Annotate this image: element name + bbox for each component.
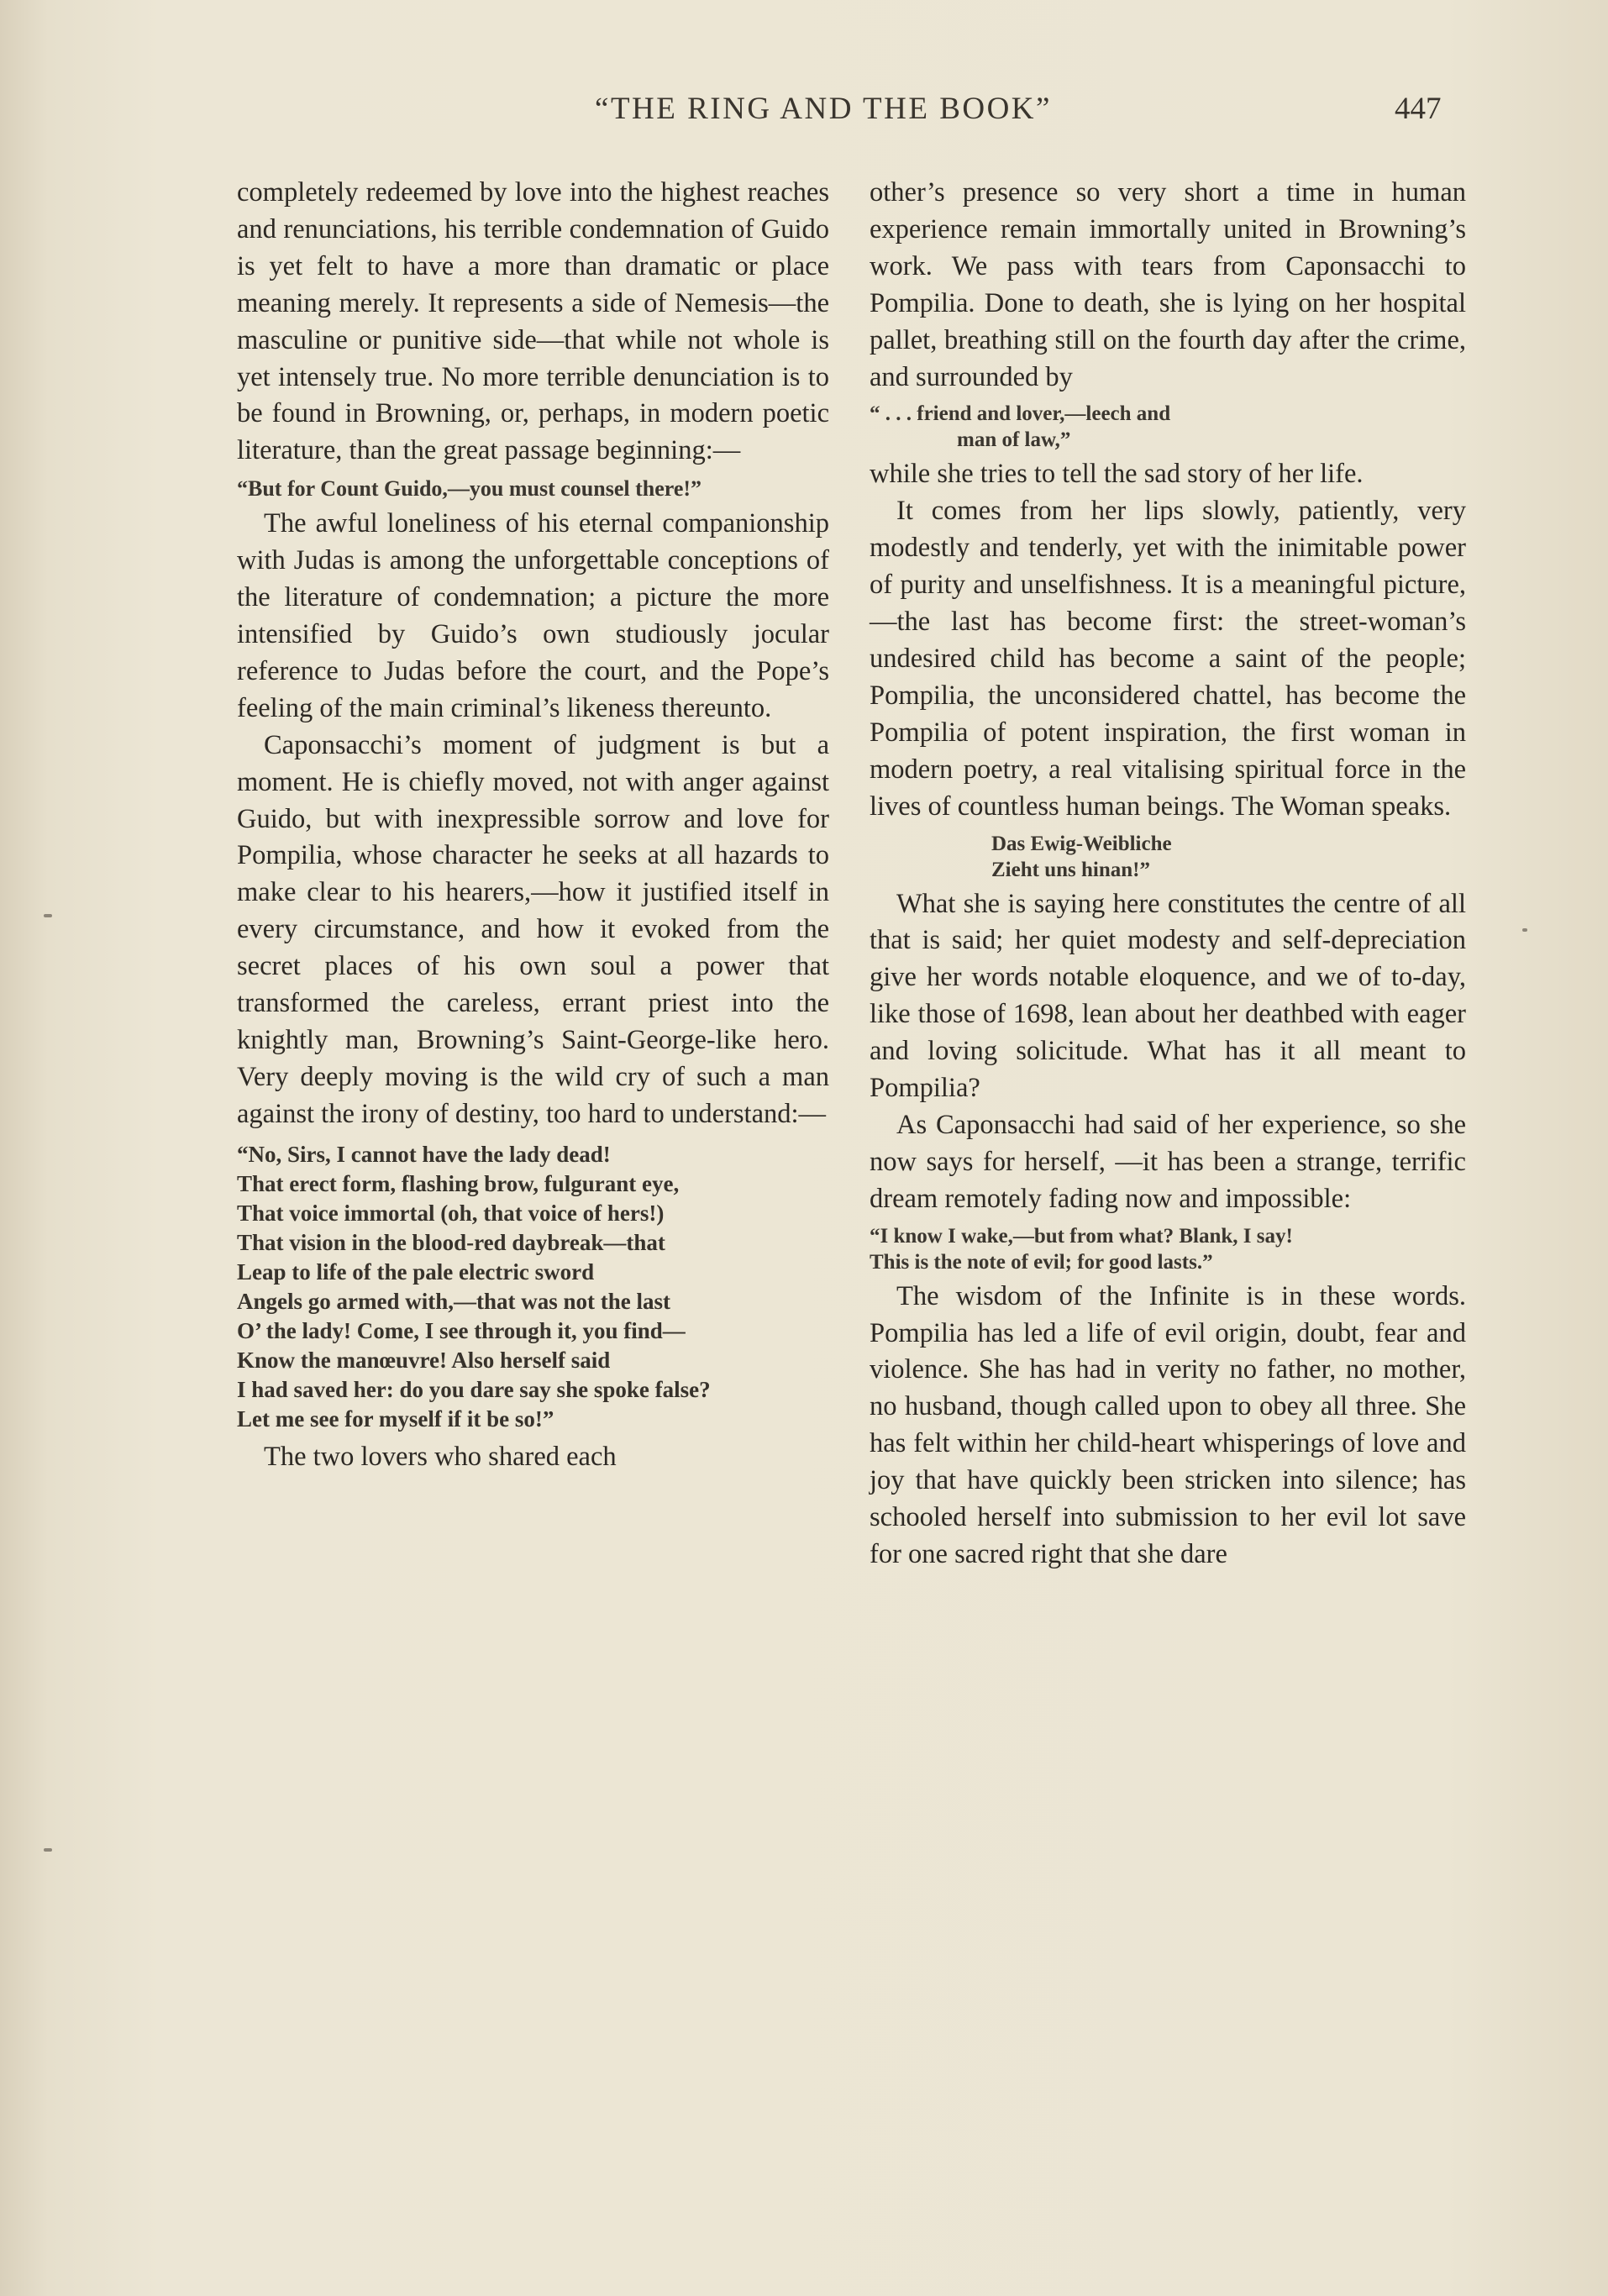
verse-line: Know the manœuvre! Also herself said (237, 1347, 611, 1373)
quote-line: Zieht uns hinan!” (991, 858, 1150, 881)
quote-line: “I know I wake,—but from what? Blank, I say! (870, 1224, 1293, 1248)
verse-line: Leap to life of the pale electric sword (237, 1258, 595, 1285)
quote-line: This is the note of evil; for good lasts.” (870, 1250, 1213, 1274)
quote-line: “ . . . friend and lover,—leech and (870, 402, 1171, 426)
right-quote-friend-and-lover (870, 401, 1466, 453)
right-paragraph-4: What she is saying here constitutes the centre of all that is said; her quiet modesty and self-depreciation give her words notable eloquence, and we of to-day, like those of 1698, lean about her deathbed with eager and loving solicitude. What has it all meant to Pompilia? (870, 888, 1466, 1104)
left-paragraph-4: The two lovers who shared each (264, 1441, 617, 1472)
quote-line: Das Ewig-Weibliche (991, 832, 1172, 855)
right-paragraph-2: while she tries to tell the sad story of her life. (870, 459, 1364, 490)
quote-line: man of law,” (957, 428, 1071, 452)
right-paragraph-6: The wisdom of the Infinite is in these words. Pompilia has led a life of evil origin, doubt, fear and violence. She has had in verity no father, no mother, no husband, though called upon to obey all three. She has felt within her child-heart whisperings of love and joy that have quickly been stricken into silence; has schooled herself into submission to her evil lot save for one sacred right that she dare (870, 1280, 1466, 1569)
left-quote-guido (237, 475, 829, 502)
right-paragraph-1: other’s presence so very short a time in human experience remain immortally united in Browning’s work. We pass with tears from Caponsacchi to Pompilia. Done to death, she is lying on her hospital pallet, breathing still on the fourth day after the crime, and surrounded by (870, 177, 1466, 392)
right-quote-goethe (870, 831, 1466, 883)
verse-line: That voice immortal (oh, that voice of hers!) (237, 1200, 665, 1226)
verse-line: That erect form, flashing brow, fulgurant eye, (237, 1170, 680, 1196)
verse-block (237, 1140, 829, 1434)
margin-mark (1522, 928, 1527, 932)
page-header (0, 91, 1608, 141)
left-paragraph-1: completely redeemed by love into the highest reaches and renunciations, his terrible condemnation of Guido is yet felt to have a more than dramatic or place meaning merely. It represents a side of Nemesis—the masculine or punitive side—that while not whole is yet intensely true. No more terrible denunciation is to be found in Browning, or, perhaps, in modern poetic literature, than the great passage beginning:— (237, 177, 829, 466)
verse-line: That vision in the blood-red daybreak—that (237, 1229, 665, 1255)
right-paragraph-3: It comes from her lips slowly, patiently, very modestly and tenderly, yet with the inimitable power of purity and unselfishness. It is a meaningful picture,—the last has become first: the street-woman’s undesired child has become a saint of the people; Pompilia, the unconsidered chattel, has become the Pompilia of potent inspiration, the first woman in modern poetry, a real vitalising spiritual force in the lives of countless human beings. The Woman speaks. (870, 496, 1466, 822)
verse-line: “No, Sirs, I cannot have the lady dead! (237, 1141, 611, 1167)
right-quote-wake (870, 1223, 1466, 1275)
right-paragraph-5: As Caponsacchi had said of her experience, so she now says for herself, —it has been a strange, terrific dream remotely fading now and impossible: (870, 1109, 1466, 1214)
margin-mark (44, 914, 52, 917)
verse-line: I had saved her: do you dare say she spoke false? (237, 1376, 711, 1402)
left-paragraph-2: The awful loneliness of his eternal companionship with Judas is among the unforgettable conceptions of the literature of condemnation; a picture the more intensified by Guido’s own studiously jocular reference to Judas before the court, and the Pope’s feeling of the main criminal’s likeness thereunto. (237, 508, 829, 723)
verse-line: O’ the lady! Come, I see through it, you find— (237, 1317, 686, 1343)
verse-line: Let me see for myself if it be so!” (237, 1405, 554, 1432)
quote-line: “But for Count Guido,—you must counsel there!” (237, 476, 702, 502)
right-column (870, 175, 1466, 1574)
verse-line: Angels go armed with,—that was not the last (237, 1288, 670, 1314)
left-column (237, 175, 829, 1476)
page-number: 447 (1395, 92, 1442, 126)
margin-mark (44, 1848, 52, 1852)
running-head: “THE RING AND THE BOOK” (595, 92, 1052, 126)
left-paragraph-3: Caponsacchi’s moment of judgment is but a moment. He is chiefly moved, not with anger against Guido, but with inexpressible sorrow and love for Pompilia, whose character he seeks at all hazards to make clear to his hearers,—how it justified itself in every circumstance, and how it evoked from the secret places of his own soul a power that transformed the careless, errant priest into the knightly man, Browning’s Saint-George-like hero. Very deeply moving is the wild cry of such a man against the irony of destiny, too hard to understand:— (237, 729, 829, 1129)
